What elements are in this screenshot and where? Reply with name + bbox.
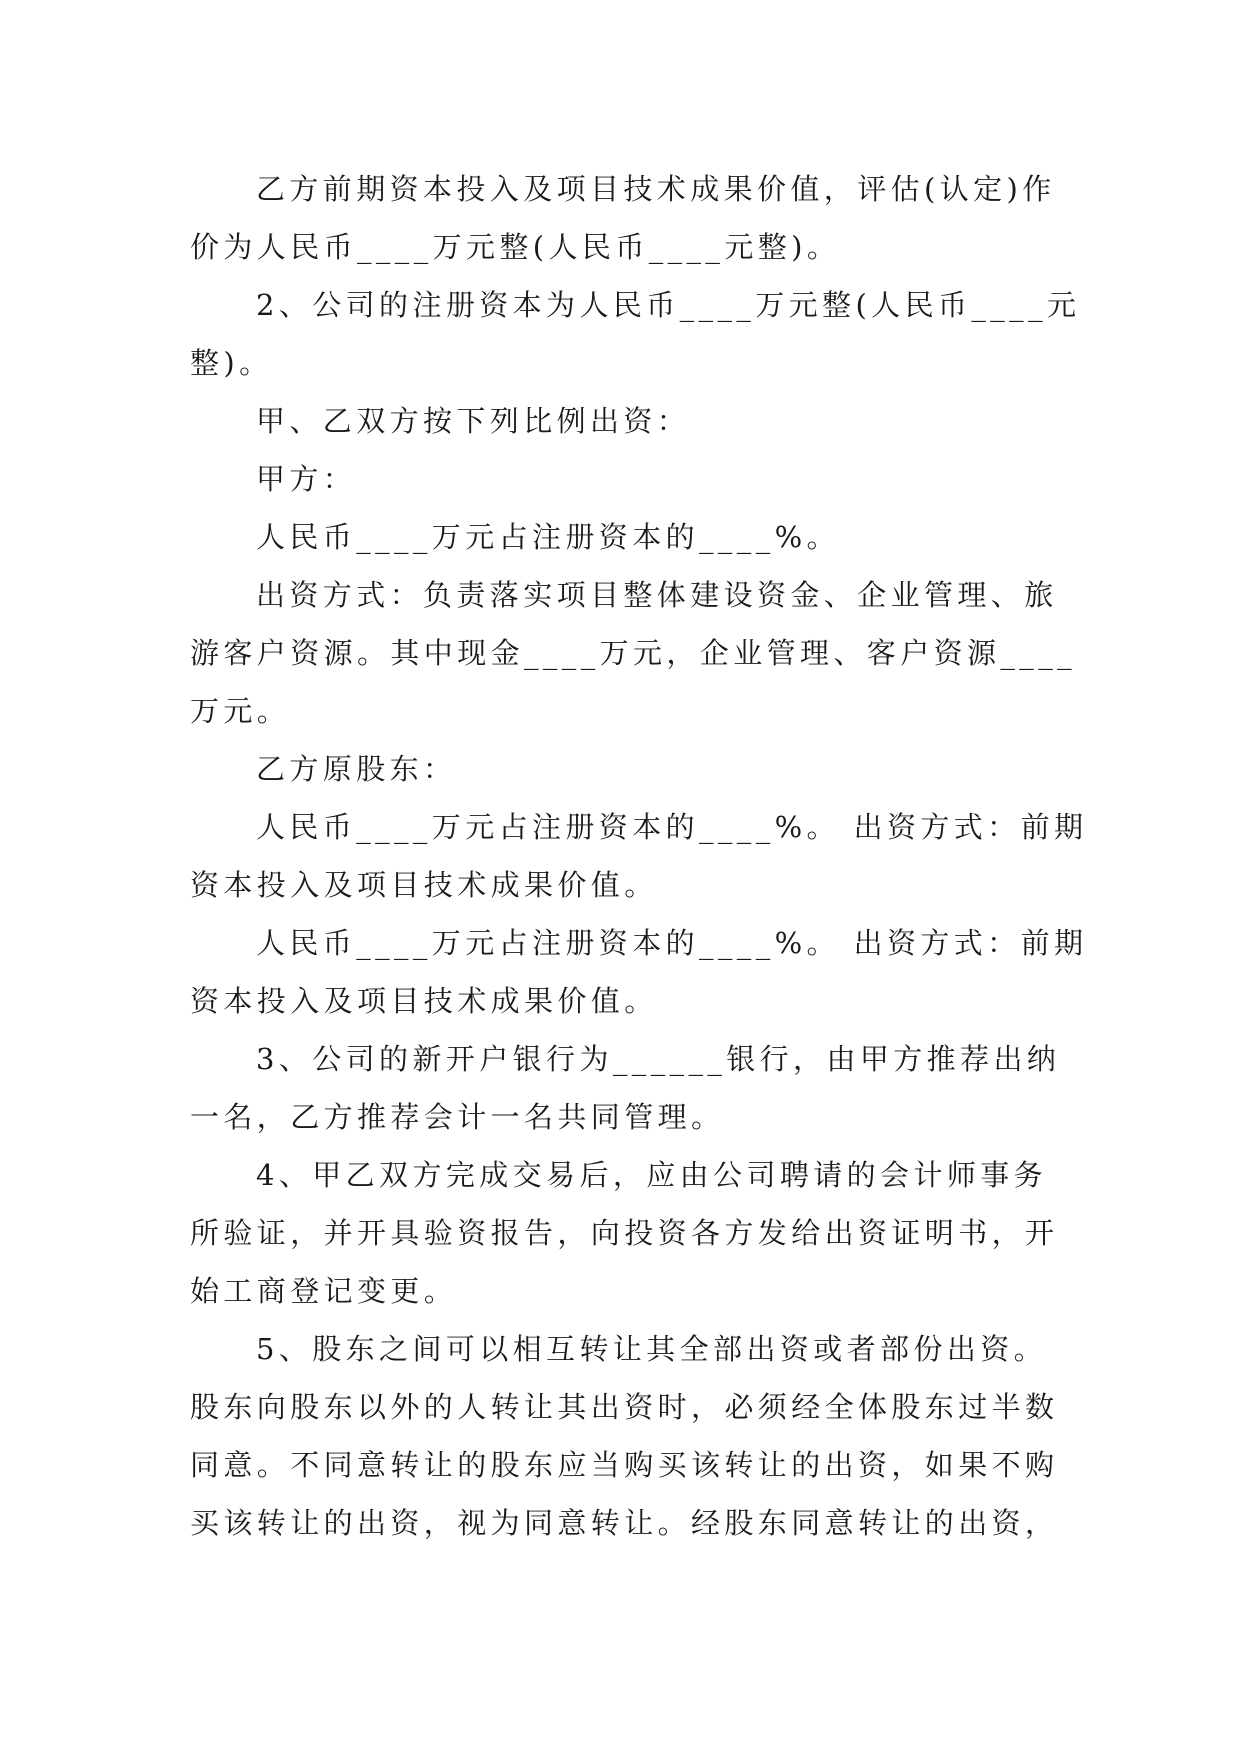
paragraph-line: 人民币____万元占注册资本的____%。 出资方式：前期 (256, 926, 1088, 960)
paragraph-line: 价为人民币____万元整(人民币____元整)。 (190, 230, 841, 264)
paragraph-line: 游客户资源。其中现金____万元，企业管理、客户资源____ (190, 636, 1077, 670)
paragraph-line: 3、公司的新开户银行为______银行，由甲方推荐出纳 (256, 1042, 1061, 1076)
paragraph-line: 股东向股东以外的人转让其出资时，必须经全体股东过半数 (190, 1390, 1059, 1424)
paragraph-line: 5、股东之间可以相互转让其全部出资或者部份出资。 (256, 1332, 1048, 1366)
paragraph-line: 4、甲乙双方完成交易后，应由公司聘请的会计师事务 (256, 1158, 1048, 1192)
paragraph-line: 甲、乙双方按下列比例出资： (256, 404, 691, 438)
paragraph-line: 乙方前期资本投入及项目技术成果价值，评估(认定)作 (256, 172, 1056, 206)
paragraph-line: 出资方式：负责落实项目整体建设资金、企业管理、旅 (256, 578, 1058, 612)
paragraph-line: 乙方原股东： (256, 752, 457, 786)
paragraph-line: 人民币____万元占注册资本的____%。 出资方式：前期 (256, 810, 1088, 844)
paragraph-line: 一名，乙方推荐会计一名共同管理。 (190, 1100, 725, 1134)
paragraph-line: 所验证，并开具验资报告，向投资各方发给出资证明书，开 (190, 1216, 1059, 1250)
paragraph-line: 始工商登记变更。 (190, 1274, 458, 1308)
paragraph-line: 万元。 (190, 694, 291, 728)
paragraph-line: 买该转让的出资，视为同意转让。经股东同意转让的出资， (190, 1506, 1059, 1540)
paragraph-line: 资本投入及项目技术成果价值。 (190, 984, 658, 1018)
paragraph-line: 甲方： (256, 462, 357, 496)
document-body (190, 160, 1088, 1552)
paragraph-line: 整)。 (190, 346, 273, 380)
paragraph-line: 同意。不同意转让的股东应当购买该转让的出资，如果不购 (190, 1448, 1059, 1482)
paragraph-line: 资本投入及项目技术成果价值。 (190, 868, 658, 902)
paragraph-line: 2、公司的注册资本为人民币____万元整(人民币____元 (256, 288, 1081, 322)
paragraph-line: 人民币____万元占注册资本的____%。 (256, 520, 840, 554)
